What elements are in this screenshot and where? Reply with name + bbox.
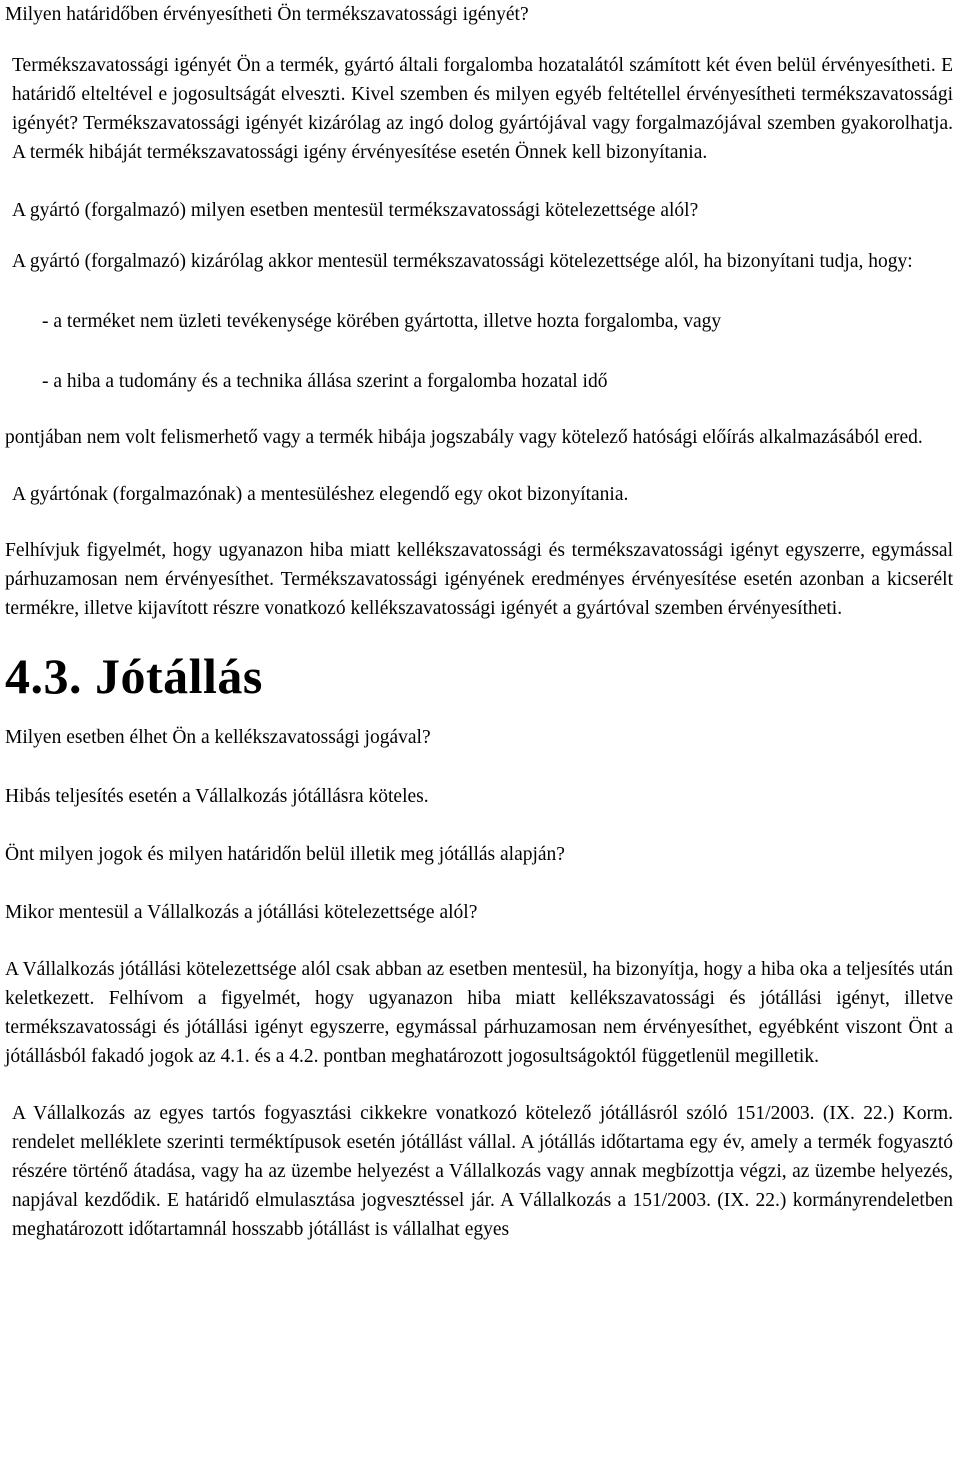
section-heading-guarantee: 4.3. Jótállás xyxy=(5,648,263,704)
question-guarantee-exemption: Mikor mentesül a Vállalkozás a jótállási kötelezettsége alól? xyxy=(5,902,478,923)
paragraph-one-reason: A gyártónak (forgalmazónak) a mentesüléshez elegendő egy okot bizonyítania. xyxy=(12,484,629,505)
list-item-exemption-2: - a hiba a tudomány és a technika állása szerint a forgalomba hozatal idő xyxy=(42,371,608,392)
question-claim-deadline: Milyen határidőben érvényesítheti Ön termékszavatossági igényét? xyxy=(5,4,529,25)
paragraph-manufacturer-exemption: A gyártó (forgalmazó) kizárólag akkor mentesül termékszavatossági kötelezettsége alól, ha bizonyítani tudja, hogy: xyxy=(12,251,913,272)
paragraph-product-warranty-claim: Termékszavatossági igényét Ön a termék, gyártó általi forgalomba hozatalától számított két éven belül érvényesítheti. E határidő elteltével e jogosultságát elveszti. Kivel szemben és milyen egyéb feltétellel érvényesítheti termékszavatossági igényét? Termékszavatossági igényét kizárólag az ingó dolog gyártójával vagy forgalmazójával szemben gyakorolhatja. A termék hibáját termékszavatossági igény érvényesítése esetén Önnek kell bizonyítania. xyxy=(12,55,953,163)
question-warranty-use: Milyen esetben élhet Ön a kellékszavatossági jogával? xyxy=(5,727,431,748)
paragraph-exemption-continued: pontjában nem volt felismerhető vagy a termék hibája jogszabály vagy kötelező hatósági előírás alkalmazásából ered. xyxy=(5,427,923,448)
paragraph-parallel-claims: Felhívjuk figyelmét, hogy ugyanazon hiba miatt kellékszavatossági és termékszavatossági igényt egyszerre, egymással párhuzamosan nem érvényesíthet. Termékszavatossági igényének eredményes érvényesítése esetén azonban a kicserélt termékre, illetve kijavított részre vonatkozó kellékszavatossági igényét a gyártóval szemben érvényesítheti. xyxy=(5,540,953,619)
question-guarantee-rights: Önt milyen jogok és milyen határidőn belül illetik meg jótállás alapján? xyxy=(5,844,565,865)
paragraph-guarantee-exemption: A Vállalkozás jótállási kötelezettsége alól csak abban az esetben mentesül, ha bizonyítja, hogy a hiba oka a teljesítés után keletkezett. Felhívom a figyelmét, hogy ugyanazon hiba miatt kellékszavatossági és jótállási igényt, illetve termékszavatossági és jótállási igényt egyszerre, egymással párhuzamosan nem érvényesíthet, egyébként viszont Önt a jótállásból fakadó jogok az 4.1. és a 4.2. pontban meghatározott jogosultságoktól függetlenül megilletik. xyxy=(5,959,953,1067)
answer-warranty-use: Hibás teljesítés esetén a Vállalkozás jótállásra köteles. xyxy=(5,786,429,807)
question-manufacturer-exemption: A gyártó (forgalmazó) milyen esetben mentesül termékszavatossági kötelezettsége alól? xyxy=(12,200,699,221)
document-page xyxy=(5,0,953,1244)
paragraph-mandatory-guarantee: A Vállalkozás az egyes tartós fogyasztási cikkekre vonatkozó kötelező jótállásról szóló 151/2003. (IX. 22.) Korm. rendelet melléklete szerinti terméktípusok esetén jótállást vállal. A jótállás időtartama egy év, amely a termék fogyasztó részére történő átadása, vagy ha az üzembe helyezést a Vállalkozás vagy annak megbízottja végzi, az üzembe helyezés, napjával kezdődik. E határidő elmulasztása jogvesztéssel jár. A Vállalkozás a 151/2003. (IX. 22.) kormányrendeletben meghatározott időtartamnál hosszabb jótállást is vállalhat egyes xyxy=(12,1103,953,1240)
list-item-exemption-1: - a terméket nem üzleti tevékenysége körében gyártotta, illetve hozta forgalomba, vagy xyxy=(42,311,722,332)
